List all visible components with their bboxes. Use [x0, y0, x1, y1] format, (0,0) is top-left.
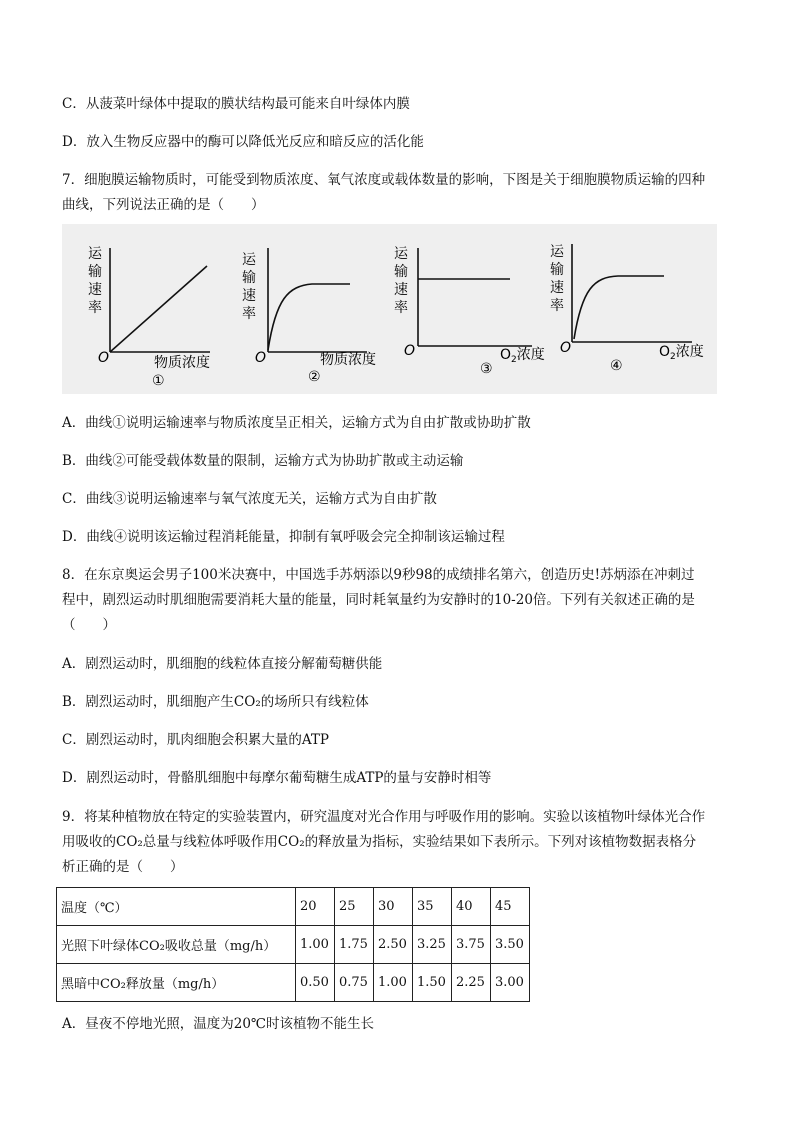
- panel-4-axes: [572, 244, 692, 342]
- ylabel-char: 运: [242, 252, 256, 268]
- question-9-stem-line-2: 用吸收的CO₂总量与线粒体呼吸作用CO₂的释放量为指标，实验结果如下表所示。下列对该植物数据表格分: [62, 834, 697, 850]
- curves-svg: [62, 224, 717, 394]
- option-d-previous: D．放入生物反应器中的酶可以降低光反应和暗反应的活化能: [62, 134, 424, 150]
- table-cell: 1.75: [335, 926, 374, 964]
- table-cell: 3.50: [491, 926, 530, 964]
- option-c-previous: C．从菠菜叶绿体中提取的膜状结构最可能来自叶绿体内膜: [62, 96, 410, 112]
- ylabel-char: 输: [88, 264, 102, 280]
- ylabel-char: 速: [550, 280, 564, 296]
- table-cell: 0.75: [335, 964, 374, 1002]
- ylabel-char: 速: [394, 282, 408, 298]
- question-8-stem-line-3: （ ）: [62, 617, 116, 633]
- table-cell: 35: [413, 888, 452, 926]
- panel-2-ylabel: [242, 252, 257, 322]
- temperature-co2-table: [56, 887, 530, 1002]
- table-row: [57, 926, 530, 964]
- question-7-option-a: A．曲线①说明运输速率与物质浓度呈正相关，运输方式为自由扩散或协助扩散: [62, 415, 531, 431]
- table-cell: 2.50: [374, 926, 413, 964]
- table-row-label: 黑暗中CO₂释放量（mg/h）: [57, 964, 296, 1002]
- xlabel-o2-concentration: $O_2$浓度: [500, 347, 545, 365]
- table-cell: 40: [452, 888, 491, 926]
- table-cell: 1.00: [296, 926, 335, 964]
- question-8-stem-line-1: 8．在东京奥运会男子100米决赛中，中国选手苏炳添以9秒98的成绩排名第六，创造历史!苏炳添在冲刺过: [62, 567, 695, 583]
- panel-2-axes: [268, 248, 367, 352]
- ylabel-char: 输: [242, 270, 256, 286]
- ylabel-char: 速: [88, 282, 102, 298]
- question-8-stem-line-2: 程中，剧烈运动时肌细胞需要消耗大量的能量，同时耗氧量约为安静时的10-20倍。下列有关叙述正确的是: [62, 592, 695, 608]
- table-cell: 2.25: [452, 964, 491, 1002]
- question-7-option-b: B．曲线②可能受载体数量的限制，运输方式为协助扩散或主动运输: [62, 453, 464, 469]
- ylabel-char: 率: [88, 300, 102, 316]
- table-row: [57, 888, 530, 926]
- ylabel-char: 率: [242, 306, 256, 322]
- panel-1-ylabel: [88, 246, 103, 316]
- panel-3-ylabel: [394, 246, 409, 316]
- question-7-option-c: C．曲线③说明运输速率与氧气浓度无关，运输方式为自由扩散: [62, 491, 437, 507]
- panel-1-axes: [110, 248, 210, 352]
- origin-label: O: [255, 350, 267, 366]
- ylabel-char: 率: [550, 298, 564, 314]
- table-cell: 20: [296, 888, 335, 926]
- origin-label: O: [98, 350, 110, 366]
- question-8-option-d: D．剧烈运动时，骨骼肌细胞中每摩尔葡萄糖生成ATP的量与安静时相等: [62, 770, 492, 786]
- question-9-stem-line-1: 9．将某种植物放在特定的实验装置内，研究温度对光合作用与呼吸作用的影响。实验以该植物叶绿体光合作: [62, 809, 706, 825]
- ylabel-char: 输: [550, 262, 564, 278]
- question-7-stem-line-2: 曲线，下列说法正确的是（ ）: [62, 197, 265, 213]
- question-8-option-b: B．剧烈运动时，肌细胞产生CO₂的场所只有线粒体: [62, 694, 369, 710]
- transport-curves-figure: [62, 224, 717, 394]
- table-cell: 1.00: [374, 964, 413, 1002]
- table-cell: 25: [335, 888, 374, 926]
- table-cell: 3.75: [452, 926, 491, 964]
- panel-3-axes: [418, 248, 532, 346]
- table-cell: 45: [491, 888, 530, 926]
- table-row: [57, 964, 530, 1002]
- question-7-stem-line-1: 7．细胞膜运输物质时，可能受到物质浓度、氧气浓度或载体数量的影响，下图是关于细胞膜物质运输的四种: [62, 172, 706, 188]
- table-row-label: 温度（℃）: [57, 888, 296, 926]
- table-cell: 0.50: [296, 964, 335, 1002]
- marker-2: ②: [308, 369, 321, 385]
- ylabel-char: 运: [88, 246, 102, 262]
- marker-1: ①: [152, 373, 165, 389]
- marker-3: ③: [480, 361, 493, 377]
- xlabel-substance-concentration: 物质浓度: [154, 355, 210, 371]
- ylabel-char: 运: [394, 246, 408, 262]
- curve-1-linear: [110, 266, 207, 352]
- ylabel-char: 速: [242, 288, 256, 304]
- ylabel-char: 输: [394, 264, 408, 280]
- ylabel-char: 率: [394, 300, 408, 316]
- table-cell: 30: [374, 888, 413, 926]
- question-8-option-a: A．剧烈运动时，肌细胞的线粒体直接分解葡萄糖供能: [62, 656, 383, 672]
- question-8-option-c: C．剧烈运动时，肌肉细胞会积累大量的ATP: [62, 732, 329, 748]
- marker-4: ④: [610, 358, 623, 374]
- curve-2-saturating: [268, 284, 350, 350]
- table-row-label: 光照下叶绿体CO₂吸收总量（mg/h）: [57, 926, 296, 964]
- question-7-option-d: D．曲线④说明该运输过程消耗能量，抑制有氧呼吸会完全抑制该运输过程: [62, 529, 505, 545]
- question-9-option-a: A．昼夜不停地光照，温度为20℃时该植物不能生长: [62, 1016, 375, 1032]
- xlabel-o2-concentration: $O_2$浓度: [659, 344, 704, 362]
- curve-4-saturating: [574, 276, 664, 339]
- table-cell: 1.50: [413, 964, 452, 1002]
- panel-4-ylabel: [550, 244, 565, 314]
- table-cell: 3.00: [491, 964, 530, 1002]
- origin-label: O: [560, 340, 572, 356]
- ylabel-char: 运: [550, 244, 564, 260]
- origin-label: O: [404, 343, 416, 359]
- question-9-stem-line-3: 析正确的是（ ）: [62, 859, 184, 875]
- table-cell: 3.25: [413, 926, 452, 964]
- xlabel-substance-concentration: 物质浓度: [320, 352, 376, 368]
